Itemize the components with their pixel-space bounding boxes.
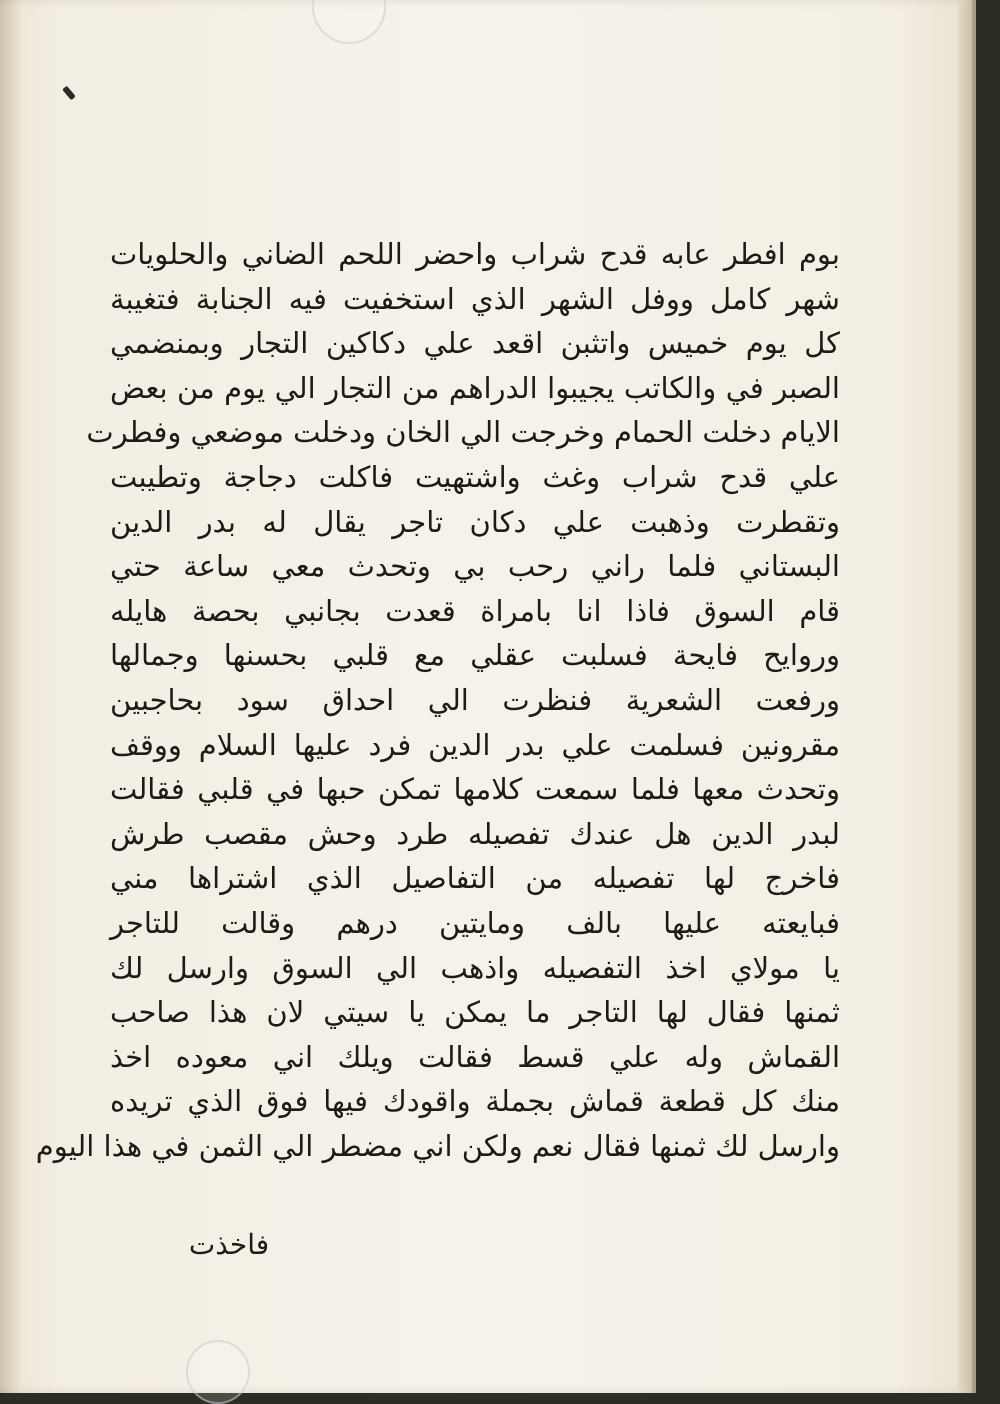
text-line: مقرونين فسلمت علي بدر الدين فرد عليها السلام ووقف	[110, 727, 840, 762]
text-line: ورفعت الشعرية فنظرت الي احداق سود بحاجبين	[110, 682, 840, 717]
text-line: الصبر في والكاتب يجيبوا الدراهم من التجار الي يوم من بعض	[110, 370, 840, 405]
text-line: وارسل لك ثمنها فقال نعم ولكن اني مضطر الي الثمن في هذا اليوم	[35, 1128, 840, 1163]
text-line: شهر كامل ووفل الشهر الذي استخفيت فيه الجنابة فتغيبة	[110, 281, 840, 316]
text-line: وروايح فايحة فسلبت عقلي مع قلبي بحسنها وجمالها	[110, 638, 840, 673]
ink-mark	[62, 86, 76, 101]
text-line: فبايعته عليها بالف ومايتين درهم وقالت للتاجر	[110, 905, 840, 940]
text-line: القماش وله علي قسط فقالت ويلك اني معوده اخذ	[110, 1039, 840, 1074]
text-line: وتقطرت وذهبت علي دكان تاجر يقال له بدر الدين	[110, 504, 840, 539]
page-clip-bottom	[186, 1340, 250, 1404]
page-edge	[958, 0, 976, 1393]
catchword: فاخذت	[188, 1228, 270, 1261]
text-line: الايام دخلت الحمام وخرجت الي الخان ودخلت موضعي وفطرت	[86, 415, 840, 450]
text-line: وتحدث معها فلما سمعت كلامها تمكن حبها في قلبي فقالت	[110, 772, 840, 807]
text-line: قام السوق فاذا انا بامراة قعدت بجانبي بحصة هايله	[110, 593, 840, 628]
text-line: منك كل قطعة قماش بجملة واقودك فيها فوق الذي تريده	[110, 1084, 840, 1119]
text-line: يا مولاي اخذ التفصيله واذهب الي السوق وارسل لك	[110, 950, 840, 985]
text-line: لبدر الدين هل عندك تفصيله طرد وحش مقصب طرش	[110, 816, 840, 851]
page-clip-top	[312, 0, 386, 44]
text-line: علي قدح شراب وغث واشتهيت فاكلت دجاجة وتطيبت	[110, 459, 840, 494]
text-line: البستاني فلما راني رحب بي وتحدث معي ساعة حتي	[110, 549, 840, 584]
text-line: بوم افطر عابه قدح شراب واحضر اللحم الضاني والحلويات	[110, 237, 840, 271]
manuscript-text	[35, 232, 840, 1168]
spine-shadow	[0, 0, 22, 1393]
text-line: فاخرج لها تفصيله من التفاصيل الذي اشتراها مني	[110, 861, 840, 896]
text-line: ثمنها فقال لها التاجر ما يمكن يا سيتي لان هذا صاحب	[110, 995, 840, 1030]
text-line: كل يوم خميس واتثبن اقعد علي دكاكين التجار وبمنضمي	[110, 326, 840, 361]
